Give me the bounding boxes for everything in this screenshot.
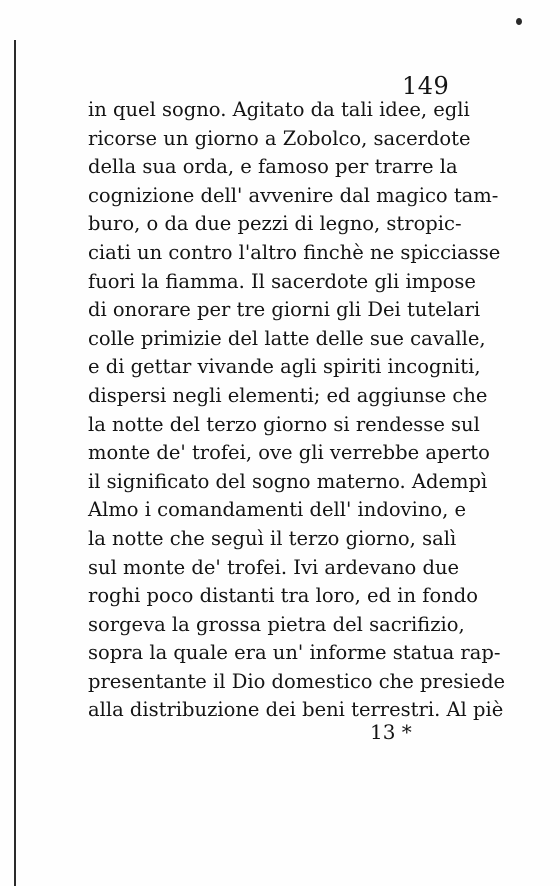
text-line: sul monte de' trofei. Ivi ardevano due (88, 555, 460, 579)
text-line: in quel sogno. Agitato da tali idee, egli (88, 98, 470, 121)
text-line: sopra la quale era un' informe statua rap- (88, 641, 501, 665)
ink-spot (516, 18, 522, 25)
text-line: della sua orda, e famoso per trarre la (88, 155, 458, 179)
body-text (88, 96, 506, 725)
text-line: colle primizie del latte delle sue cavalle, (88, 326, 486, 350)
text-line: di onorare per tre giorni gli Dei tutelari (88, 298, 481, 322)
text-line: sorgeva la grossa pietra del sacrifizio, (88, 612, 465, 636)
text-line: e di gettar vivande agli spiriti incogniti, (88, 355, 481, 379)
text-line: la notte che seguì il terzo giorno, salì (88, 526, 457, 550)
text-line: il significato del sogno materno. Adempì (88, 469, 488, 493)
text-line: ciati un contro l'altro finchè ne spicciasse (88, 240, 501, 264)
text-line: la notte del terzo giorno si rendesse sul (88, 412, 480, 436)
text-line: monte de' trofei, ove gli verrebbe aperto (88, 441, 490, 465)
text-line: ricorse un giorno a Zobolco, sacerdote (88, 126, 471, 150)
text-line: fuori la fiamma. Il sacerdote gli impose (88, 269, 476, 293)
text-line: buro, o da due pezzi di legno, stropic- (88, 212, 462, 236)
text-line: roghi poco distanti tra loro, ed in fondo (88, 584, 479, 608)
text-line: cognizione dell' avvenire dal magico tam- (88, 183, 499, 207)
page-number: 149 (402, 72, 450, 100)
text-line: dispersi negli elementi; ed aggiunse che (88, 383, 488, 407)
text-line: Almo i comandamenti dell' indovino, e (88, 498, 467, 522)
page-binding-edge (14, 40, 16, 886)
text-line: presentante il Dio domestico che presiede (88, 669, 506, 693)
text-line: alla distribuzione dei beni terrestri. Al piè (88, 698, 504, 722)
signature-mark: 13 * (370, 720, 412, 744)
